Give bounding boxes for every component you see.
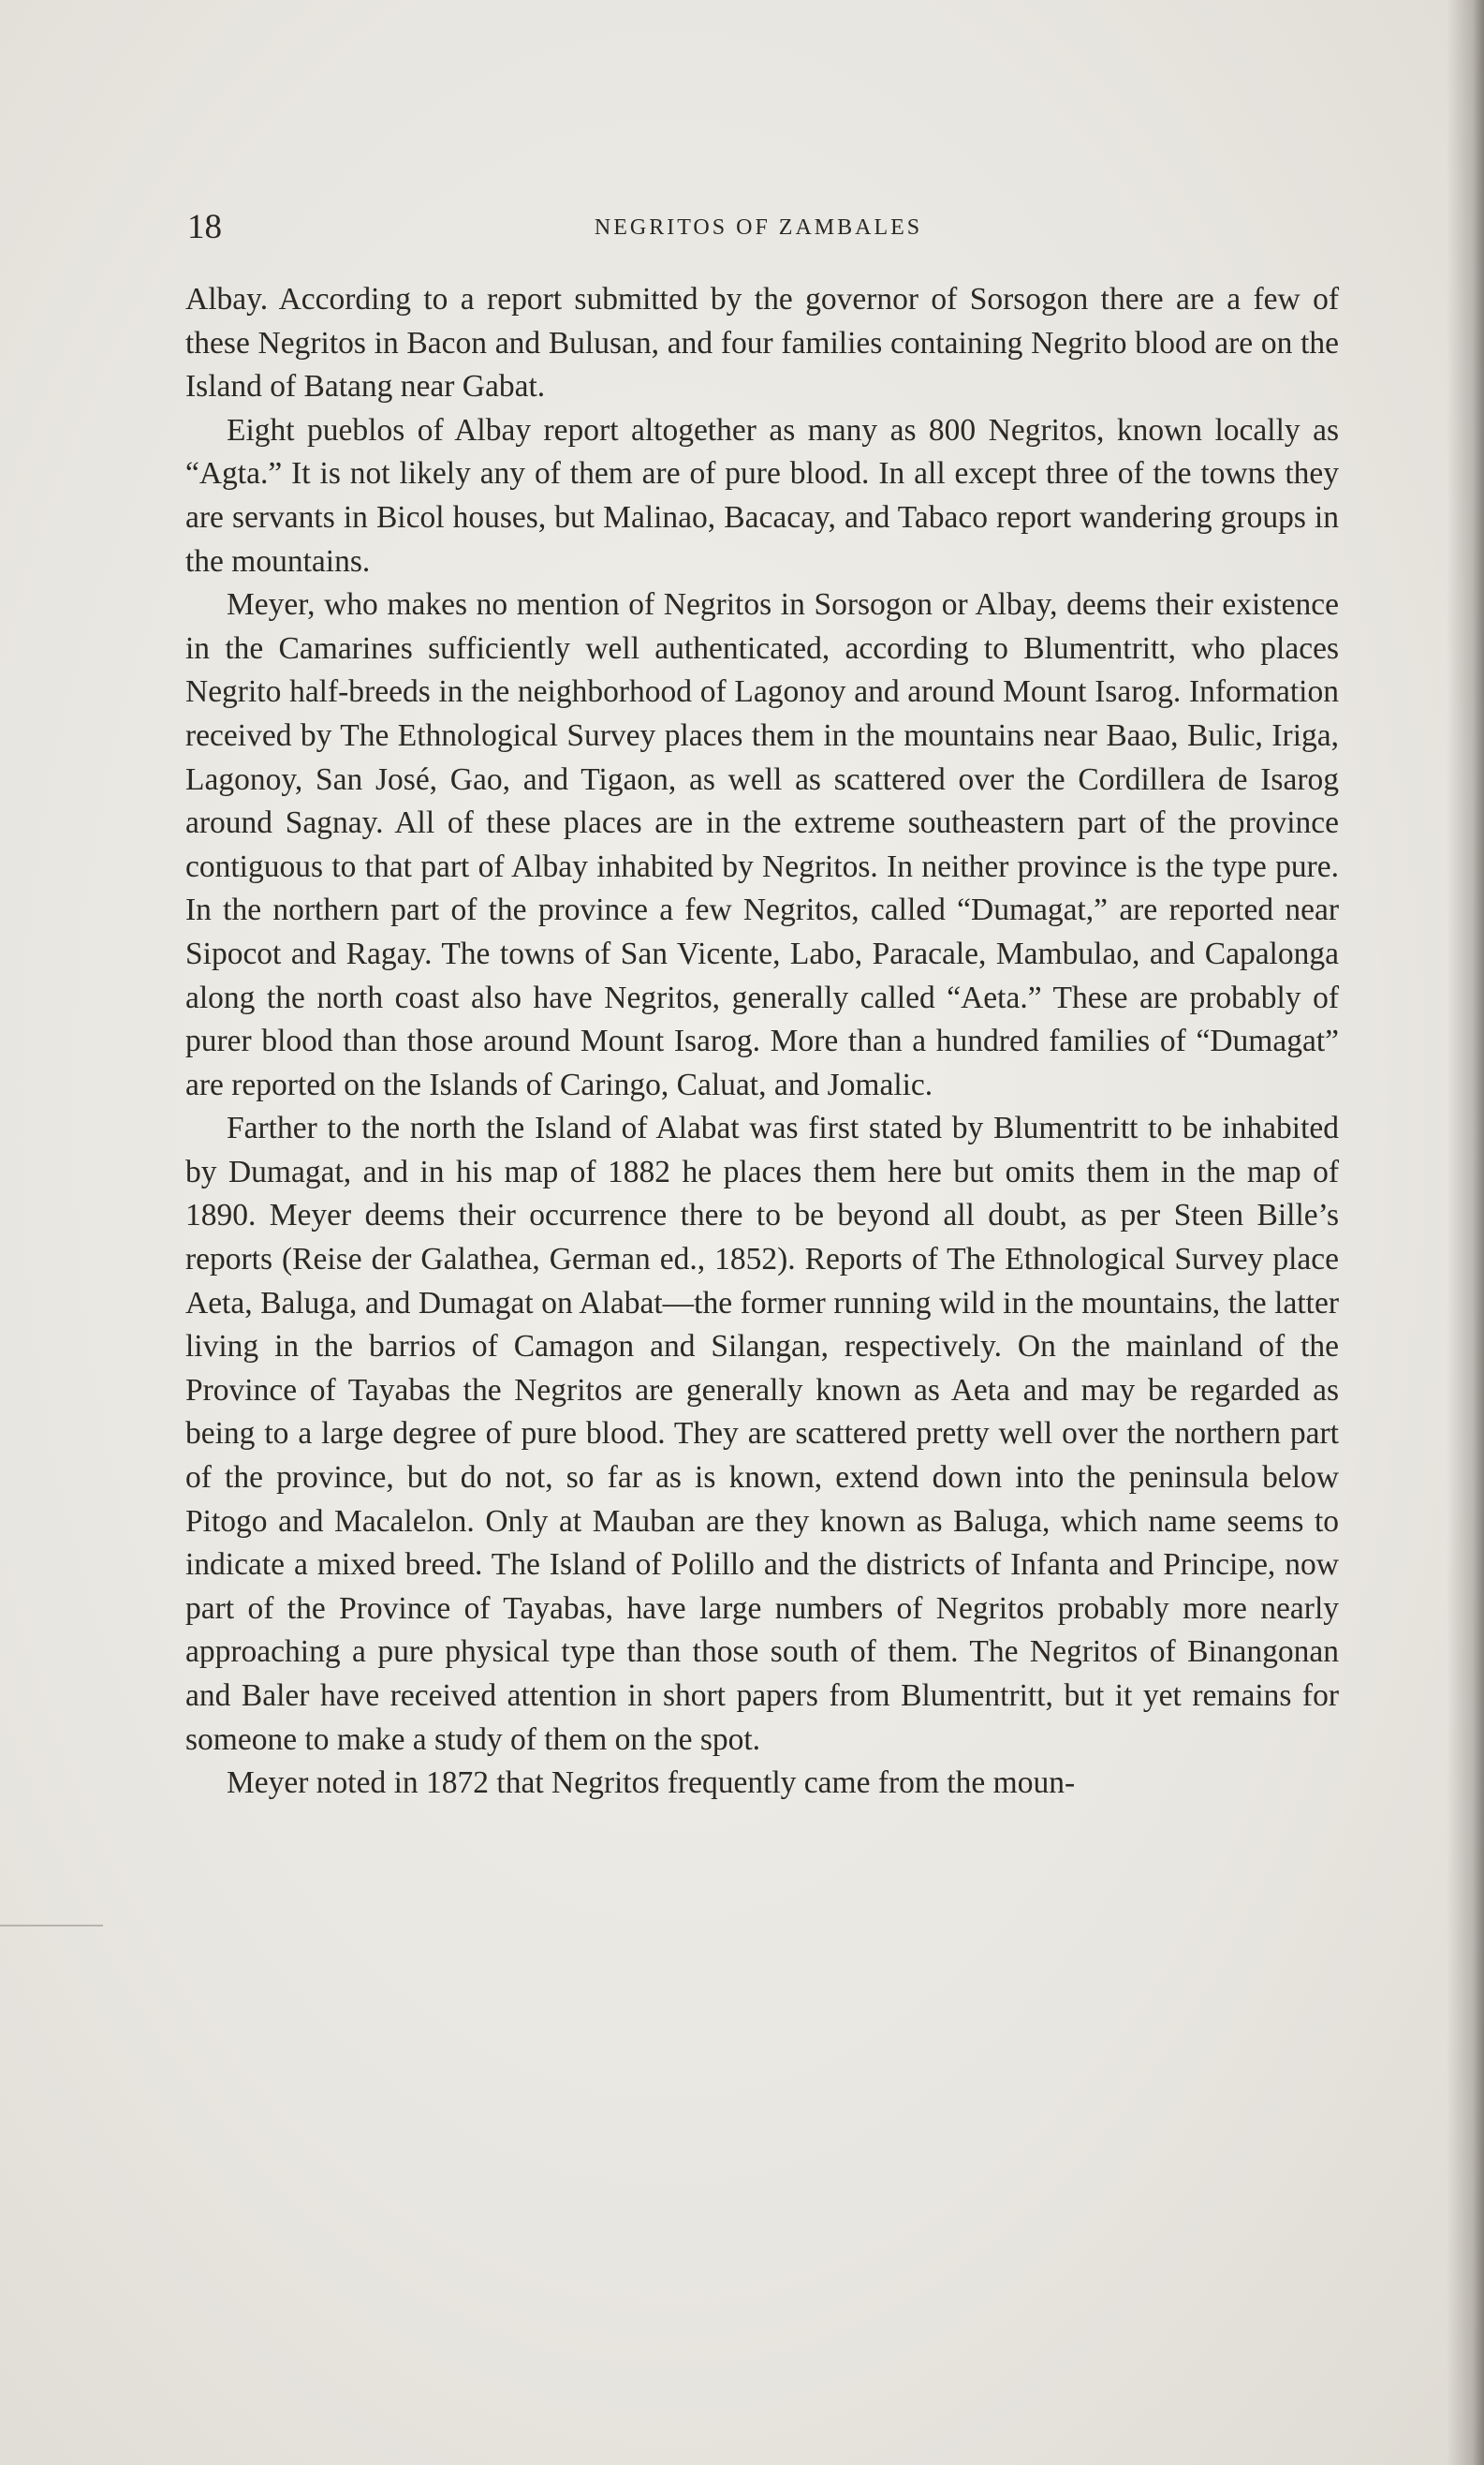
paragraph: Albay. According to a report submitted by the governor of Sorsogon there are a few of these Negritos in Bacon and Bulusan, and four families containing Negrito blood are on the Island of Batang near Gabat. [185,282,1339,405]
paragraph: Farther to the north the Island of Alabat was first stated by Blumentritt to be inhabited by Dumagat, and in his map of 1882 he places them here but omits them in the map of 1890. Meyer deems their occurrence there to be beyond all doubt, as per Steen Bille’s reports (Reise der Galathea, German ed., 1852). Reports of The Ethnological Survey place Aeta, Baluga, and Dumagat on Alabat—the former running wild in the mountains, the latter living in the barrios of Camagon and Silangan, respectively. On the mainland of the Province of Tayabas the Negritos are generally known as Aeta and may be regarded as being to a large degree of pure blood. They are scattered pretty well over the northern part of the province, but do not, so far as is known, extend down into the peninsula below Pitogo and Macalelon. Only at Mauban are they known as Baluga, which name seems to indicate a mixed breed. The Island of Polillo and the districts of Infanta and Principe, now part of the Province of Tayabas, have large numbers of Negritos probably more nearly approaching a pure physical type than those south of them. The Negritos of Binangonan and Baler have received attention in short papers from Blumentritt, but it yet remains for someone to make a study of them on the spot. [185,1111,1339,1757]
paragraph: Meyer noted in 1872 that Negritos frequently came from the moun- [227,1765,1076,1801]
paragraph: Eight pueblos of Albay report altogether as many as 800 Negritos, known locally as “Agta.” It is not likely any of them are of pure blood. In all except three of the towns they are servants in Bicol houses, but Malinao, Bacacay, and Tabaco report wandering groups in the mountains. [185,412,1339,579]
margin-mark [0,1925,103,1926]
running-title: NEGRITOS OF ZAMBALES [594,215,923,240]
page-number: 18 [187,208,222,246]
page-header [187,204,1330,251]
paragraph: Meyer, who makes no mention of Negritos in Sorsogon or Albay, deems their existence in the Camarines sufficiently well authenticated, according to Blumentritt, who places Negrito half-breeds in the neighborhood of Lagonoy and around Mount Isarog. Information received by The Ethnological Survey places them in the mountains near Baao, Bulic, Iriga, Lagonoy, San José, Gao, and Tigaon, as well as scattered over the Cordillera de Isarog around Sagnay. All of these places are in the extreme southeastern part of the province contiguous to that part of Albay inhabited by Negritos. In neither province is the type pure. In the northern part of the province a few Negritos, called “Dumagat,” are reported near Sipocot and Ragay. The towns of San Vicente, Labo, Paracale, Mambulao, and Capalonga along the north coast also have Negritos, generally called “Aeta.” These are probably of purer blood than those around Mount Isarog. More than a hundred families of “Dumagat” are reported on the Islands of Caringo, Caluat, and Jomalic. [185,587,1339,1102]
body-text [185,278,1339,1806]
page-edge-shadow [1447,0,1484,2465]
